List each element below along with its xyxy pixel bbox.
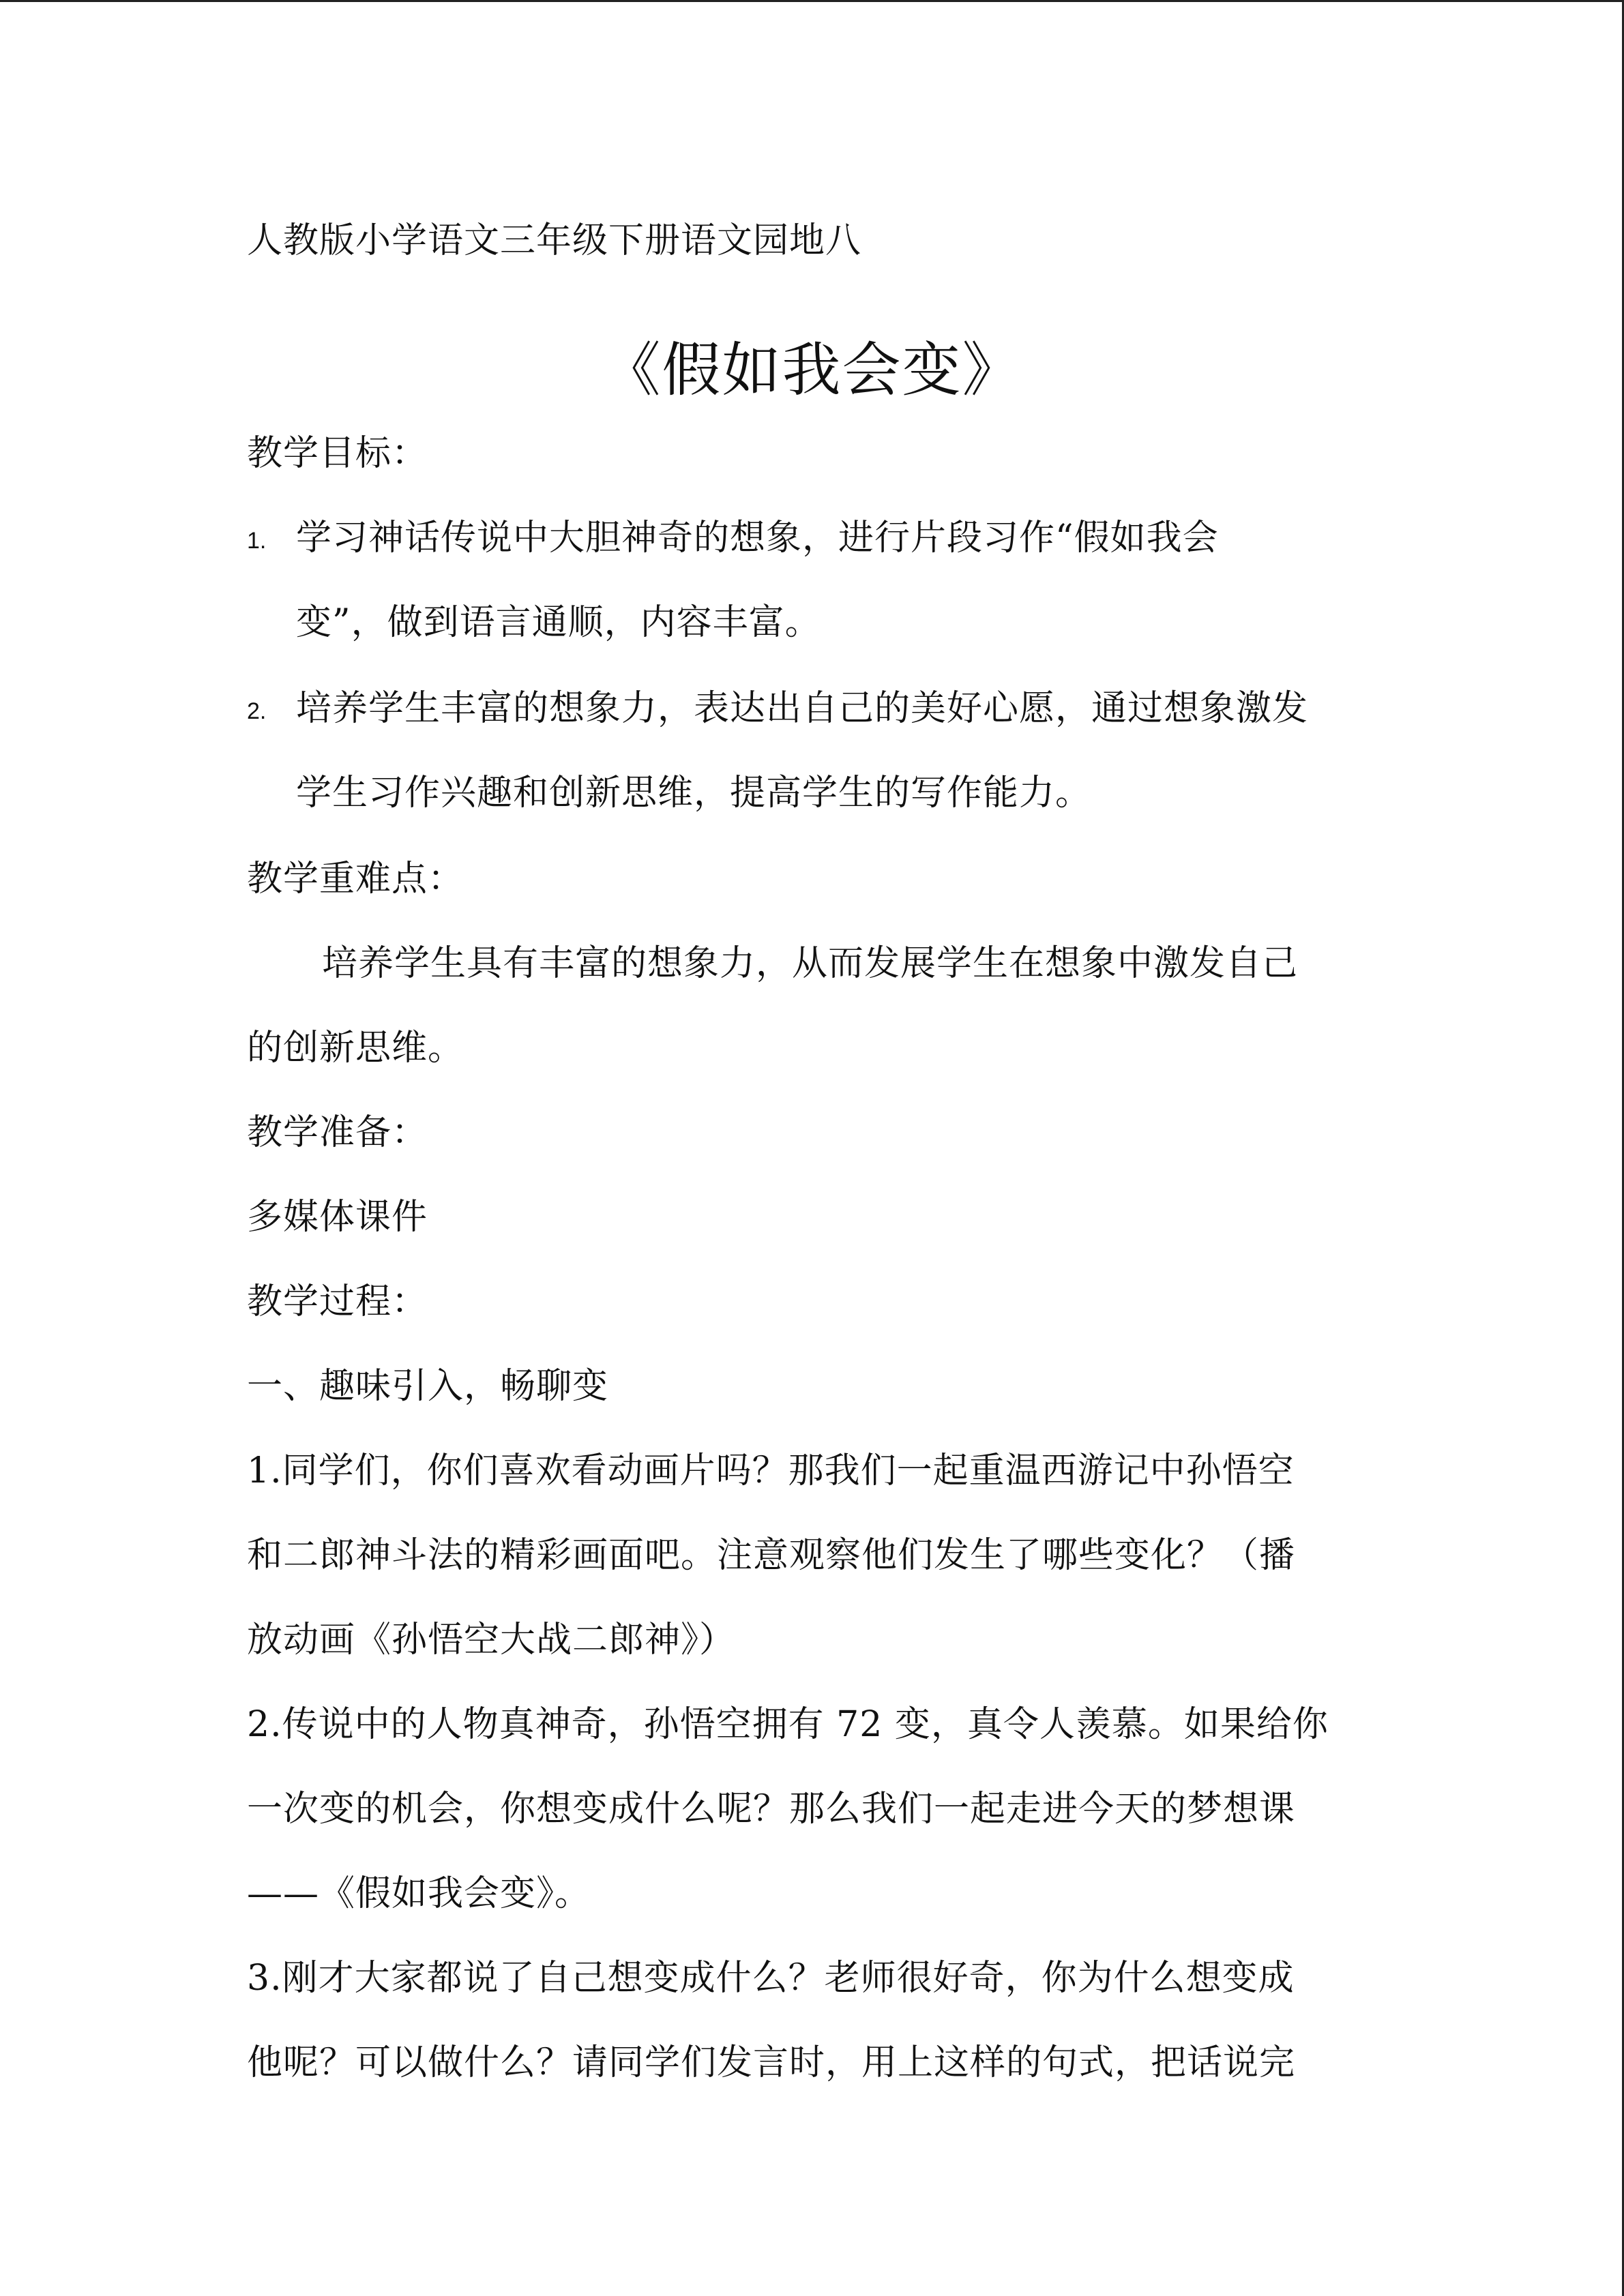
page-border-top (0, 0, 1624, 2)
paragraph-line: 一次变的机会，你想变成什么呢？那么我们一起走进今天的梦想课 (247, 1789, 1296, 1830)
paragraph-line: 3.刚才大家都说了自己想变成什么？老师很好奇，你为什么想变成 (247, 1958, 1295, 1999)
objective-number: 1. (247, 528, 267, 554)
document-header: 人教版小学语文三年级下册语文园地八 (247, 220, 862, 261)
paragraph-line: 和二郎神斗法的精彩画面吧。注意观察他们发生了哪些变化？（播 (247, 1535, 1296, 1576)
section-heading: 一、趣味引入，畅聊变 (247, 1366, 609, 1407)
paragraph-line: 2.传说中的人物真神奇，孙悟空拥有 72 变，真令人羡慕。如果给你 (247, 1704, 1329, 1745)
paragraph-line: 1.同学们，你们喜欢看动画片吗？那我们一起重温西游记中孙悟空 (247, 1450, 1295, 1491)
objective-text: 培养学生丰富的想象力，表达出自己的美好心愿，通过想象激发 (296, 688, 1309, 729)
paragraph-line: 他呢？可以做什么？请同学们发言时，用上这样的句式，把话说完 (247, 2042, 1296, 2083)
key-points-heading: 教学重难点： (247, 859, 464, 899)
paragraph-line: ——《假如我会变》。 (247, 1873, 591, 1914)
objective-text: 学习神话传说中大胆神奇的想象，进行片段习作“假如我会 (296, 518, 1219, 558)
process-heading: 教学过程： (247, 1281, 428, 1322)
key-points-text: 的创新思维。 (247, 1028, 464, 1069)
objectives-heading: 教学目标： (247, 433, 428, 474)
preparation-text: 多媒体课件 (247, 1197, 428, 1238)
objective-text: 变”，做到语言通顺，内容丰富。 (296, 602, 821, 643)
objective-number: 2. (247, 698, 267, 724)
document-title: 《假如我会变》 (602, 336, 1022, 404)
paragraph-line: 放动画《孙悟空大战二郎神》） (247, 1620, 736, 1660)
objective-text: 学生习作兴趣和创新思维，提高学生的写作能力。 (296, 773, 1092, 814)
key-points-text: 培养学生具有丰富的想象力，从而发展学生在想象中激发自己 (322, 943, 1299, 984)
preparation-heading: 教学准备： (247, 1112, 428, 1153)
